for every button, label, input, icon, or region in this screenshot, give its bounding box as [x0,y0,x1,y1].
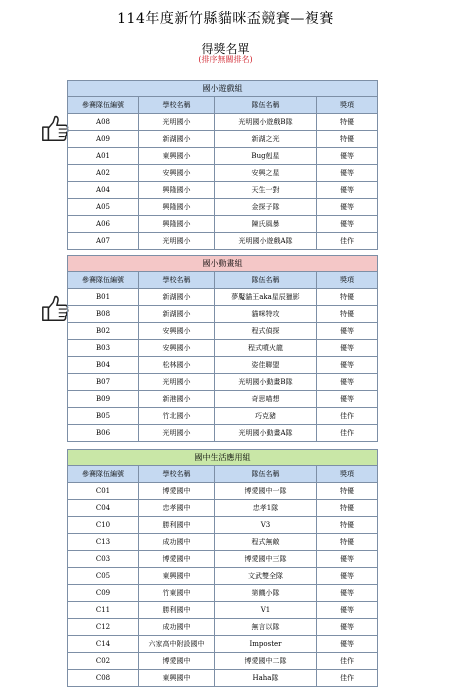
team-name-cell: 無言以隊 [215,619,317,636]
column-header: 隊伍名稱 [215,97,317,114]
school-name-cell: 興隆國小 [139,182,215,199]
school-name-cell: 興隆國小 [139,216,215,233]
school-name-cell: 成功國中 [139,619,215,636]
school-name-cell: 安興國小 [139,323,215,340]
table-header-row [68,97,378,114]
team-name-cell: 光明國小動畫A隊 [215,425,317,442]
table-row [68,568,378,585]
school-name-cell: 松林國小 [139,357,215,374]
group-table-elementary-game [67,80,378,250]
table-row [68,306,378,323]
school-name-cell: 東興國小 [139,148,215,165]
team-id-cell: C14 [68,636,139,653]
school-name-cell: 勝利國中 [139,517,215,534]
school-name-cell: 新湖國小 [139,131,215,148]
column-header: 隊伍名稱 [215,466,317,483]
table-row [68,131,378,148]
team-name-cell: 奇思喵想 [215,391,317,408]
table-row [68,233,378,250]
team-id-cell: B02 [68,323,139,340]
school-name-cell: 安興國小 [139,165,215,182]
school-name-cell: 興隆國小 [139,199,215,216]
table-row [68,483,378,500]
team-id-cell: A01 [68,148,139,165]
team-id-cell: B03 [68,340,139,357]
award-cell: 優等 [317,148,378,165]
team-id-cell: C11 [68,602,139,619]
team-name-cell: Haha隊 [215,670,317,687]
school-name-cell: 忠孝國中 [139,500,215,517]
team-id-cell: A09 [68,131,139,148]
school-name-cell: 新港國小 [139,391,215,408]
table-row [68,199,378,216]
team-name-cell: Imposter [215,636,317,653]
team-id-cell: C08 [68,670,139,687]
thumbs-up-icon [40,114,70,144]
award-cell: 特優 [317,500,378,517]
team-id-cell: C12 [68,619,139,636]
school-name-cell: 博愛國中 [139,483,215,500]
column-header: 獎項 [317,272,378,289]
team-id-cell: B04 [68,357,139,374]
award-cell: 佳作 [317,653,378,670]
group-table-elementary-animation [67,255,378,442]
order-note: (排序無關排名) [198,55,253,64]
team-id-cell: C13 [68,534,139,551]
award-cell: 優等 [317,551,378,568]
award-cell: 特優 [317,517,378,534]
column-header: 獎項 [317,97,378,114]
team-name-cell: 金探子隊 [215,199,317,216]
award-cell: 優等 [317,323,378,340]
team-name-cell: 光明國小遊戲A隊 [215,233,317,250]
school-name-cell: 勝利國中 [139,602,215,619]
award-cell: 優等 [317,602,378,619]
school-name-cell: 東興國中 [139,568,215,585]
column-header: 參賽隊伍編號 [68,97,139,114]
award-cell: 佳作 [317,425,378,442]
table-row [68,500,378,517]
team-name-cell: 姿佳聯盟 [215,357,317,374]
team-id-cell: C09 [68,585,139,602]
team-id-cell: A05 [68,199,139,216]
team-name-cell: V3 [215,517,317,534]
table-header-row [68,272,378,289]
thumbs-up-icon [40,294,70,324]
column-header: 學校名稱 [139,272,215,289]
team-name-cell: 博愛國中二隊 [215,653,317,670]
group-table-junior-high-application [67,449,378,687]
award-cell: 優等 [317,357,378,374]
table-row [68,148,378,165]
table-row [68,619,378,636]
team-id-cell: A02 [68,165,139,182]
team-id-cell: B07 [68,374,139,391]
team-name-cell: 程式偵探 [215,323,317,340]
column-header: 參賽隊伍編號 [68,466,139,483]
award-cell: 優等 [317,182,378,199]
table-row [68,425,378,442]
page-title: 114年度新竹縣貓咪盃競賽—複賽 [117,11,334,27]
team-id-cell: A07 [68,233,139,250]
school-name-cell: 新湖國小 [139,289,215,306]
team-name-cell: 貓咪特攻 [215,306,317,323]
award-cell: 特優 [317,534,378,551]
table-row [68,182,378,199]
school-name-cell: 竹東國中 [139,585,215,602]
table-row [68,114,378,131]
team-name-cell: 博愛國中一隊 [215,483,317,500]
group-title: 國小動畫組 [68,256,378,272]
award-cell: 優等 [317,568,378,585]
school-name-cell: 光明國小 [139,233,215,250]
table-row [68,165,378,182]
page-subtitle: 得獎名單 [201,42,250,56]
team-name-cell: 文武雙全隊 [215,568,317,585]
team-name-cell: 光明國小遊戲B隊 [215,114,317,131]
team-name-cell: Bug剋星 [215,148,317,165]
award-cell: 優等 [317,165,378,182]
column-header: 參賽隊伍編號 [68,272,139,289]
team-id-cell: C10 [68,517,139,534]
column-header: 學校名稱 [139,97,215,114]
team-id-cell: B05 [68,408,139,425]
team-name-cell: 忠孝1隊 [215,500,317,517]
table-row [68,374,378,391]
school-name-cell: 竹北國小 [139,408,215,425]
table-header-row [68,466,378,483]
team-id-cell: B06 [68,425,139,442]
school-name-cell: 博愛國中 [139,551,215,568]
award-cell: 優等 [317,216,378,233]
table-row [68,636,378,653]
team-name-cell: 天生一對 [215,182,317,199]
team-id-cell: C04 [68,500,139,517]
group-title: 國小遊戲組 [68,81,378,97]
table-row [68,602,378,619]
team-name-cell: 光明國小動畫B隊 [215,374,317,391]
table-row [68,357,378,374]
award-cell: 特優 [317,114,378,131]
table-row [68,517,378,534]
table-row [68,551,378,568]
team-id-cell: C02 [68,653,139,670]
school-name-cell: 成功國中 [139,534,215,551]
school-name-cell: 東興國中 [139,670,215,687]
award-cell: 特優 [317,289,378,306]
team-name-cell: 第饑小隊 [215,585,317,602]
award-cell: 特優 [317,131,378,148]
award-cell: 佳作 [317,670,378,687]
table-row [68,340,378,357]
column-header: 學校名稱 [139,466,215,483]
team-name-cell: 陳氏風暴 [215,216,317,233]
team-id-cell: C01 [68,483,139,500]
award-cell: 優等 [317,340,378,357]
table-row [68,289,378,306]
award-cell: 優等 [317,374,378,391]
award-cell: 佳作 [317,233,378,250]
table-row [68,323,378,340]
team-id-cell: A06 [68,216,139,233]
team-id-cell: B01 [68,289,139,306]
team-name-cell: 巧克豬 [215,408,317,425]
table-row [68,585,378,602]
team-name-cell: 夢魘貓王aka星辰獵影 [215,289,317,306]
table-row [68,391,378,408]
team-name-cell: 安興之星 [215,165,317,182]
school-name-cell: 光明國小 [139,114,215,131]
table-row [68,408,378,425]
column-header: 隊伍名稱 [215,272,317,289]
award-cell: 優等 [317,636,378,653]
team-id-cell: B08 [68,306,139,323]
school-name-cell: 光明國小 [139,425,215,442]
school-name-cell: 安興國小 [139,340,215,357]
award-cell: 特優 [317,483,378,500]
school-name-cell: 六家高中附設國中 [139,636,215,653]
table-row [68,216,378,233]
team-name-cell: 程式無敵 [215,534,317,551]
table-row [68,534,378,551]
award-cell: 優等 [317,585,378,602]
column-header: 獎項 [317,466,378,483]
table-row [68,670,378,687]
school-name-cell: 光明國小 [139,374,215,391]
award-cell: 優等 [317,199,378,216]
team-name-cell: 程式噴火龍 [215,340,317,357]
school-name-cell: 博愛國中 [139,653,215,670]
award-cell: 優等 [317,391,378,408]
award-cell: 佳作 [317,408,378,425]
team-id-cell: B09 [68,391,139,408]
team-name-cell: 新湖之光 [215,131,317,148]
team-name-cell: 博愛國中三隊 [215,551,317,568]
team-id-cell: C05 [68,568,139,585]
award-cell: 優等 [317,619,378,636]
group-title: 國中生活應用組 [68,450,378,466]
school-name-cell: 新湖國小 [139,306,215,323]
award-cell: 特優 [317,306,378,323]
table-row [68,653,378,670]
team-id-cell: A04 [68,182,139,199]
team-id-cell: C03 [68,551,139,568]
team-name-cell: V1 [215,602,317,619]
team-id-cell: A08 [68,114,139,131]
